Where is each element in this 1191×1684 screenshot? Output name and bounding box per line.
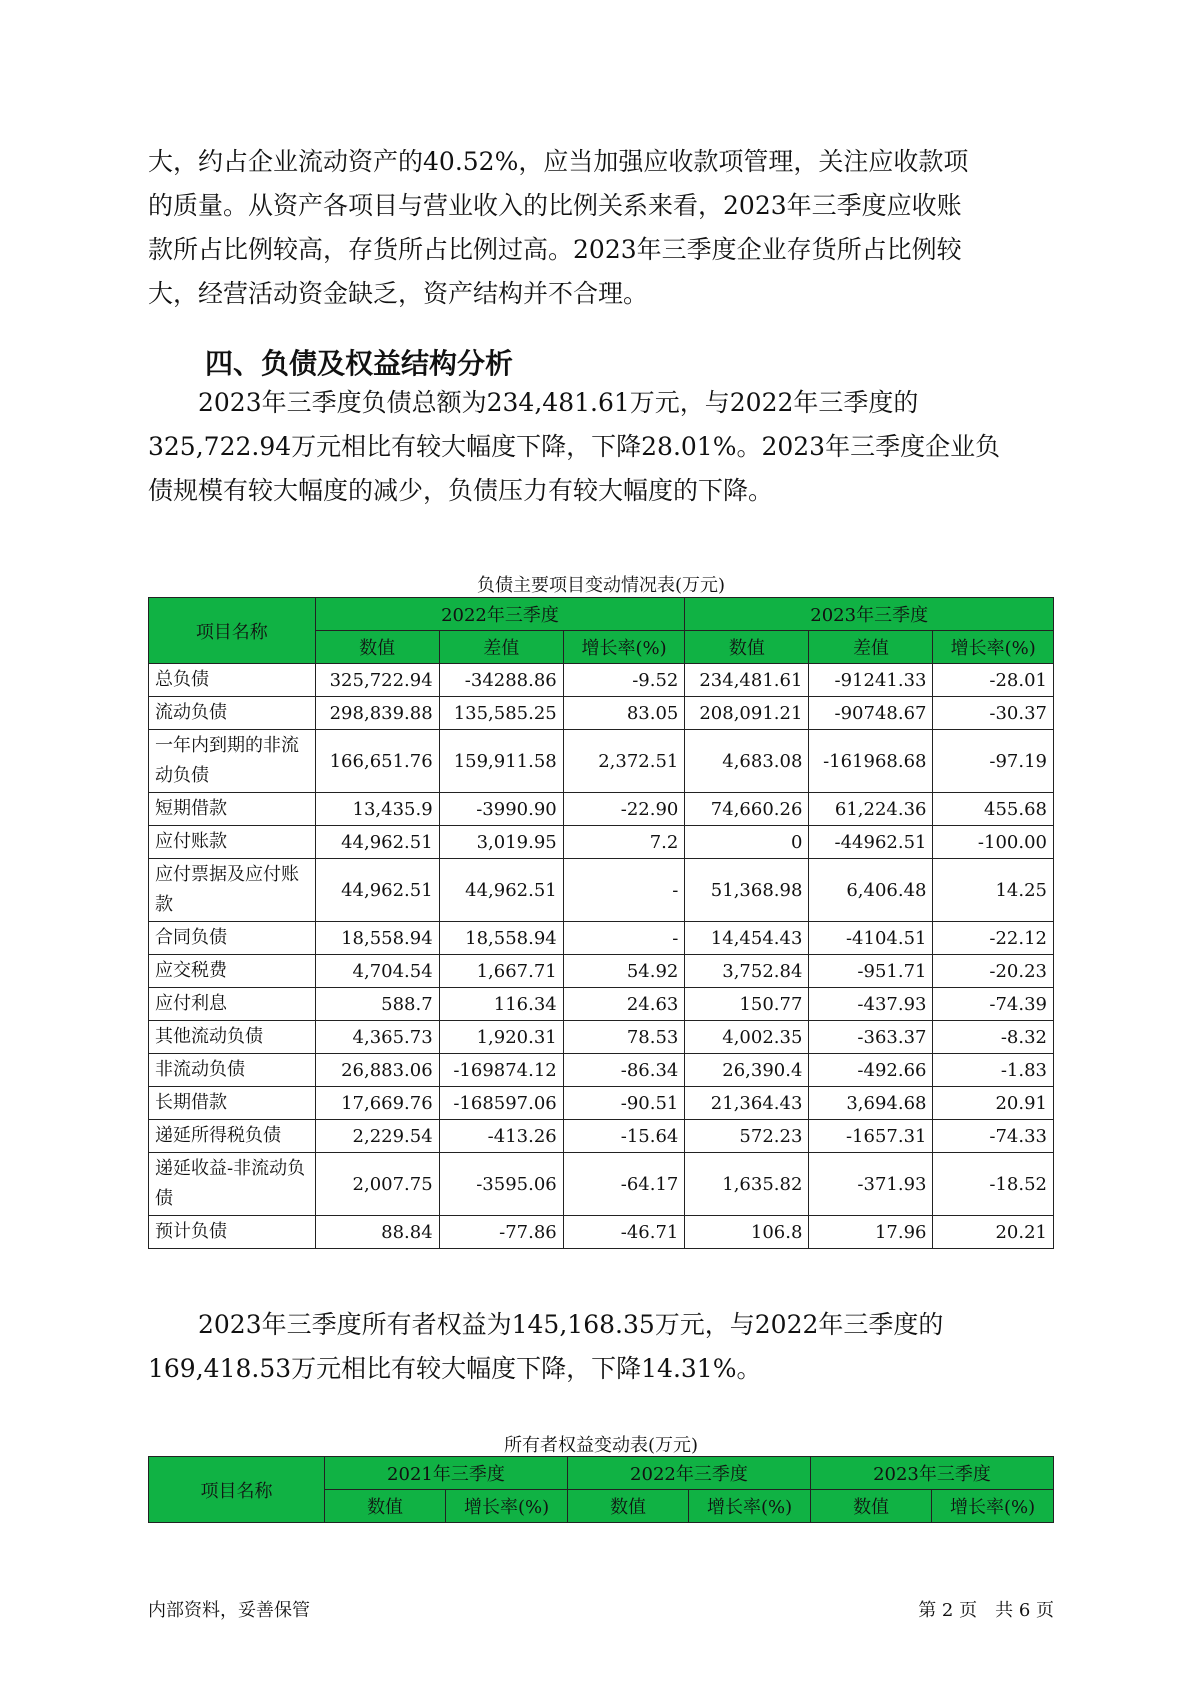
table-cell: -90.51 xyxy=(563,1087,685,1120)
column-header-name: 项目名称 xyxy=(149,598,316,664)
row-label: 预计负债 xyxy=(149,1216,316,1249)
table-cell: -86.34 xyxy=(563,1054,685,1087)
column-header: 数值 xyxy=(685,631,809,664)
table-cell: 4,002.35 xyxy=(685,1021,809,1054)
table-cell: -492.66 xyxy=(809,1054,933,1087)
table-cell: 135,585.25 xyxy=(439,697,563,730)
table-cell: 4,683.08 xyxy=(685,730,809,793)
table-cell: - xyxy=(563,922,685,955)
table-cell: -74.39 xyxy=(933,988,1054,1021)
footer-page-number: 第 2 页 共 6 页 xyxy=(918,1600,1054,1621)
table-cell: 6,406.48 xyxy=(809,859,933,922)
table-cell: 20.21 xyxy=(933,1216,1054,1249)
table-cell: -413.26 xyxy=(439,1120,563,1153)
column-header-name: 项目名称 xyxy=(149,1457,325,1523)
liabilities-table xyxy=(148,597,1054,1249)
table-caption: 所有者权益变动表(万元) xyxy=(503,1435,699,1456)
table-cell: -951.71 xyxy=(809,955,933,988)
paragraph-line: 款所占比例较高，存货所占比例过高。2023年三季度企业存货所占比例较 xyxy=(148,235,962,264)
paragraph-equity-summary xyxy=(148,1303,1048,1391)
table-cell: 298,839.88 xyxy=(315,697,439,730)
paragraph-line: 2023年三季度负债总额为234,481.61万元，与2022年三季度的 xyxy=(148,388,919,417)
paragraph-line: 325,722.94万元相比有较大幅度下降，下降28.01%。2023年三季度企业负 xyxy=(148,432,1001,461)
table-cell: 26,883.06 xyxy=(315,1054,439,1087)
table-row xyxy=(149,793,1054,826)
column-header: 数值 xyxy=(810,1490,931,1523)
table-cell: 1,667.71 xyxy=(439,955,563,988)
paragraph-liabilities-summary xyxy=(148,381,1048,513)
table-cell: 3,694.68 xyxy=(809,1087,933,1120)
table-cell: 2,229.54 xyxy=(315,1120,439,1153)
table-cell: -1.83 xyxy=(933,1054,1054,1087)
table-row xyxy=(149,1021,1054,1054)
column-header: 数值 xyxy=(324,1490,445,1523)
table-cell: 61,224.36 xyxy=(809,793,933,826)
footer-confidential-note: 内部资料，妥善保管 xyxy=(148,1600,310,1621)
row-label: 短期借款 xyxy=(149,793,316,826)
paragraph-line: 大，经营活动资金缺乏，资产结构并不合理。 xyxy=(148,279,649,308)
table-cell: 455.68 xyxy=(933,793,1054,826)
table-row xyxy=(149,826,1054,859)
table-cell: -169874.12 xyxy=(439,1054,563,1087)
table-cell: -91241.33 xyxy=(809,664,933,697)
table-cell: -46.71 xyxy=(563,1216,685,1249)
table-cell: 51,368.98 xyxy=(685,859,809,922)
row-label: 长期借款 xyxy=(149,1087,316,1120)
table-cell: 106.8 xyxy=(685,1216,809,1249)
column-header: 增长率(%) xyxy=(689,1490,811,1523)
table-cell: 2,372.51 xyxy=(563,730,685,793)
table-cell: 18,558.94 xyxy=(315,922,439,955)
row-label: 非流动负债 xyxy=(149,1054,316,1087)
table-cell: 0 xyxy=(685,826,809,859)
row-label: 应交税费 xyxy=(149,955,316,988)
table-cell: 54.92 xyxy=(563,955,685,988)
table-row xyxy=(149,730,1054,793)
table-cell: 1,635.82 xyxy=(685,1153,809,1216)
table-cell: -8.32 xyxy=(933,1021,1054,1054)
row-label: 其他流动负债 xyxy=(149,1021,316,1054)
table-cell: 17.96 xyxy=(809,1216,933,1249)
table-cell: 159,911.58 xyxy=(439,730,563,793)
table-row xyxy=(149,1120,1054,1153)
table-cell: - xyxy=(563,859,685,922)
table-cell: 14,454.43 xyxy=(685,922,809,955)
table-cell: 572.23 xyxy=(685,1120,809,1153)
column-header: 差值 xyxy=(809,631,933,664)
table-cell: -168597.06 xyxy=(439,1087,563,1120)
table-cell: 166,651.76 xyxy=(315,730,439,793)
row-label: 应付票据及应付账款 xyxy=(149,859,316,922)
column-header-year: 2023年三季度 xyxy=(685,598,1054,631)
row-label: 应付利息 xyxy=(149,988,316,1021)
table-cell: 325,722.94 xyxy=(315,664,439,697)
table-row xyxy=(149,1216,1054,1249)
table-caption: 负债主要项目变动情况表(万元) xyxy=(476,575,726,596)
table-cell: -15.64 xyxy=(563,1120,685,1153)
table-cell: 4,704.54 xyxy=(315,955,439,988)
column-header: 增长率(%) xyxy=(446,1490,568,1523)
table-cell: -1657.31 xyxy=(809,1120,933,1153)
table-cell: -437.93 xyxy=(809,988,933,1021)
row-label: 合同负债 xyxy=(149,922,316,955)
table-cell: -100.00 xyxy=(933,826,1054,859)
column-header-year: 2022年三季度 xyxy=(567,1457,810,1490)
table-row xyxy=(149,859,1054,922)
column-header-year: 2023年三季度 xyxy=(810,1457,1053,1490)
paragraph-assets-analysis xyxy=(148,140,1048,316)
table-cell: -371.93 xyxy=(809,1153,933,1216)
column-header: 数值 xyxy=(567,1490,688,1523)
table-cell: -9.52 xyxy=(563,664,685,697)
table-row xyxy=(149,1153,1054,1216)
column-header-year: 2022年三季度 xyxy=(315,598,685,631)
table-cell: 78.53 xyxy=(563,1021,685,1054)
table-cell: -3595.06 xyxy=(439,1153,563,1216)
table-cell: -18.52 xyxy=(933,1153,1054,1216)
table-cell: 26,390.4 xyxy=(685,1054,809,1087)
table-cell: 7.2 xyxy=(563,826,685,859)
table-cell: -363.37 xyxy=(809,1021,933,1054)
table-cell: 234,481.61 xyxy=(685,664,809,697)
table-cell: -22.12 xyxy=(933,922,1054,955)
table-cell: -44962.51 xyxy=(809,826,933,859)
table-cell: -77.86 xyxy=(439,1216,563,1249)
table-cell: 3,752.84 xyxy=(685,955,809,988)
table-row xyxy=(149,955,1054,988)
column-header: 增长率(%) xyxy=(932,1490,1054,1523)
table-row xyxy=(149,1054,1054,1087)
table-cell: -161968.68 xyxy=(809,730,933,793)
table-cell: 17,669.76 xyxy=(315,1087,439,1120)
column-header: 增长率(%) xyxy=(563,631,685,664)
table-cell: 74,660.26 xyxy=(685,793,809,826)
table-cell: 116.34 xyxy=(439,988,563,1021)
table-cell: -64.17 xyxy=(563,1153,685,1216)
table-cell: -97.19 xyxy=(933,730,1054,793)
table-cell: -4104.51 xyxy=(809,922,933,955)
column-header: 差值 xyxy=(439,631,563,664)
column-header: 增长率(%) xyxy=(933,631,1054,664)
paragraph-line: 2023年三季度所有者权益为145,168.35万元，与2022年三季度的 xyxy=(148,1310,944,1339)
row-label: 总负债 xyxy=(149,664,316,697)
table-cell: -20.23 xyxy=(933,955,1054,988)
row-label: 递延收益-非流动负债 xyxy=(149,1153,316,1216)
table-cell: 20.91 xyxy=(933,1087,1054,1120)
column-header: 数值 xyxy=(315,631,439,664)
table-cell: -34288.86 xyxy=(439,664,563,697)
table-cell: 208,091.21 xyxy=(685,697,809,730)
table-cell: 150.77 xyxy=(685,988,809,1021)
table-cell: -3990.90 xyxy=(439,793,563,826)
table-cell: -22.90 xyxy=(563,793,685,826)
table-cell: 44,962.51 xyxy=(315,859,439,922)
paragraph-line: 债规模有较大幅度的减少，负债压力有较大幅度的下降。 xyxy=(148,476,774,505)
row-label: 递延所得税负债 xyxy=(149,1120,316,1153)
table-row xyxy=(149,988,1054,1021)
table-cell: 1,920.31 xyxy=(439,1021,563,1054)
paragraph-line: 169,418.53万元相比有较大幅度下降，下降14.31%。 xyxy=(148,1354,762,1383)
table-cell: 18,558.94 xyxy=(439,922,563,955)
table-cell: 4,365.73 xyxy=(315,1021,439,1054)
table-row xyxy=(149,922,1054,955)
table-cell: 44,962.51 xyxy=(315,826,439,859)
paragraph-line: 大，约占企业流动资产的40.52%，应当加强应收款项管理，关注应收款项 xyxy=(148,147,969,176)
table-cell: 83.05 xyxy=(563,697,685,730)
table-cell: 588.7 xyxy=(315,988,439,1021)
table-cell: 21,364.43 xyxy=(685,1087,809,1120)
row-label: 一年内到期的非流动负债 xyxy=(149,730,316,793)
table-row xyxy=(149,1087,1054,1120)
table-cell: 14.25 xyxy=(933,859,1054,922)
column-header-year: 2021年三季度 xyxy=(324,1457,567,1490)
table-row xyxy=(149,664,1054,697)
table-cell: -30.37 xyxy=(933,697,1054,730)
table-row xyxy=(149,697,1054,730)
table-cell: -90748.67 xyxy=(809,697,933,730)
row-label: 应付账款 xyxy=(149,826,316,859)
row-label: 流动负债 xyxy=(149,697,316,730)
table-cell: 88.84 xyxy=(315,1216,439,1249)
table-cell: 44,962.51 xyxy=(439,859,563,922)
table-cell: 3,019.95 xyxy=(439,826,563,859)
table-cell: -28.01 xyxy=(933,664,1054,697)
equity-table xyxy=(148,1456,1054,1523)
table-cell: 24.63 xyxy=(563,988,685,1021)
table-cell: -74.33 xyxy=(933,1120,1054,1153)
table-cell: 13,435.9 xyxy=(315,793,439,826)
paragraph-line: 的质量。从资产各项目与营业收入的比例关系来看，2023年三季度应收账 xyxy=(148,191,962,220)
section-heading: 四、负债及权益结构分析 xyxy=(205,347,514,380)
table-cell: 2,007.75 xyxy=(315,1153,439,1216)
